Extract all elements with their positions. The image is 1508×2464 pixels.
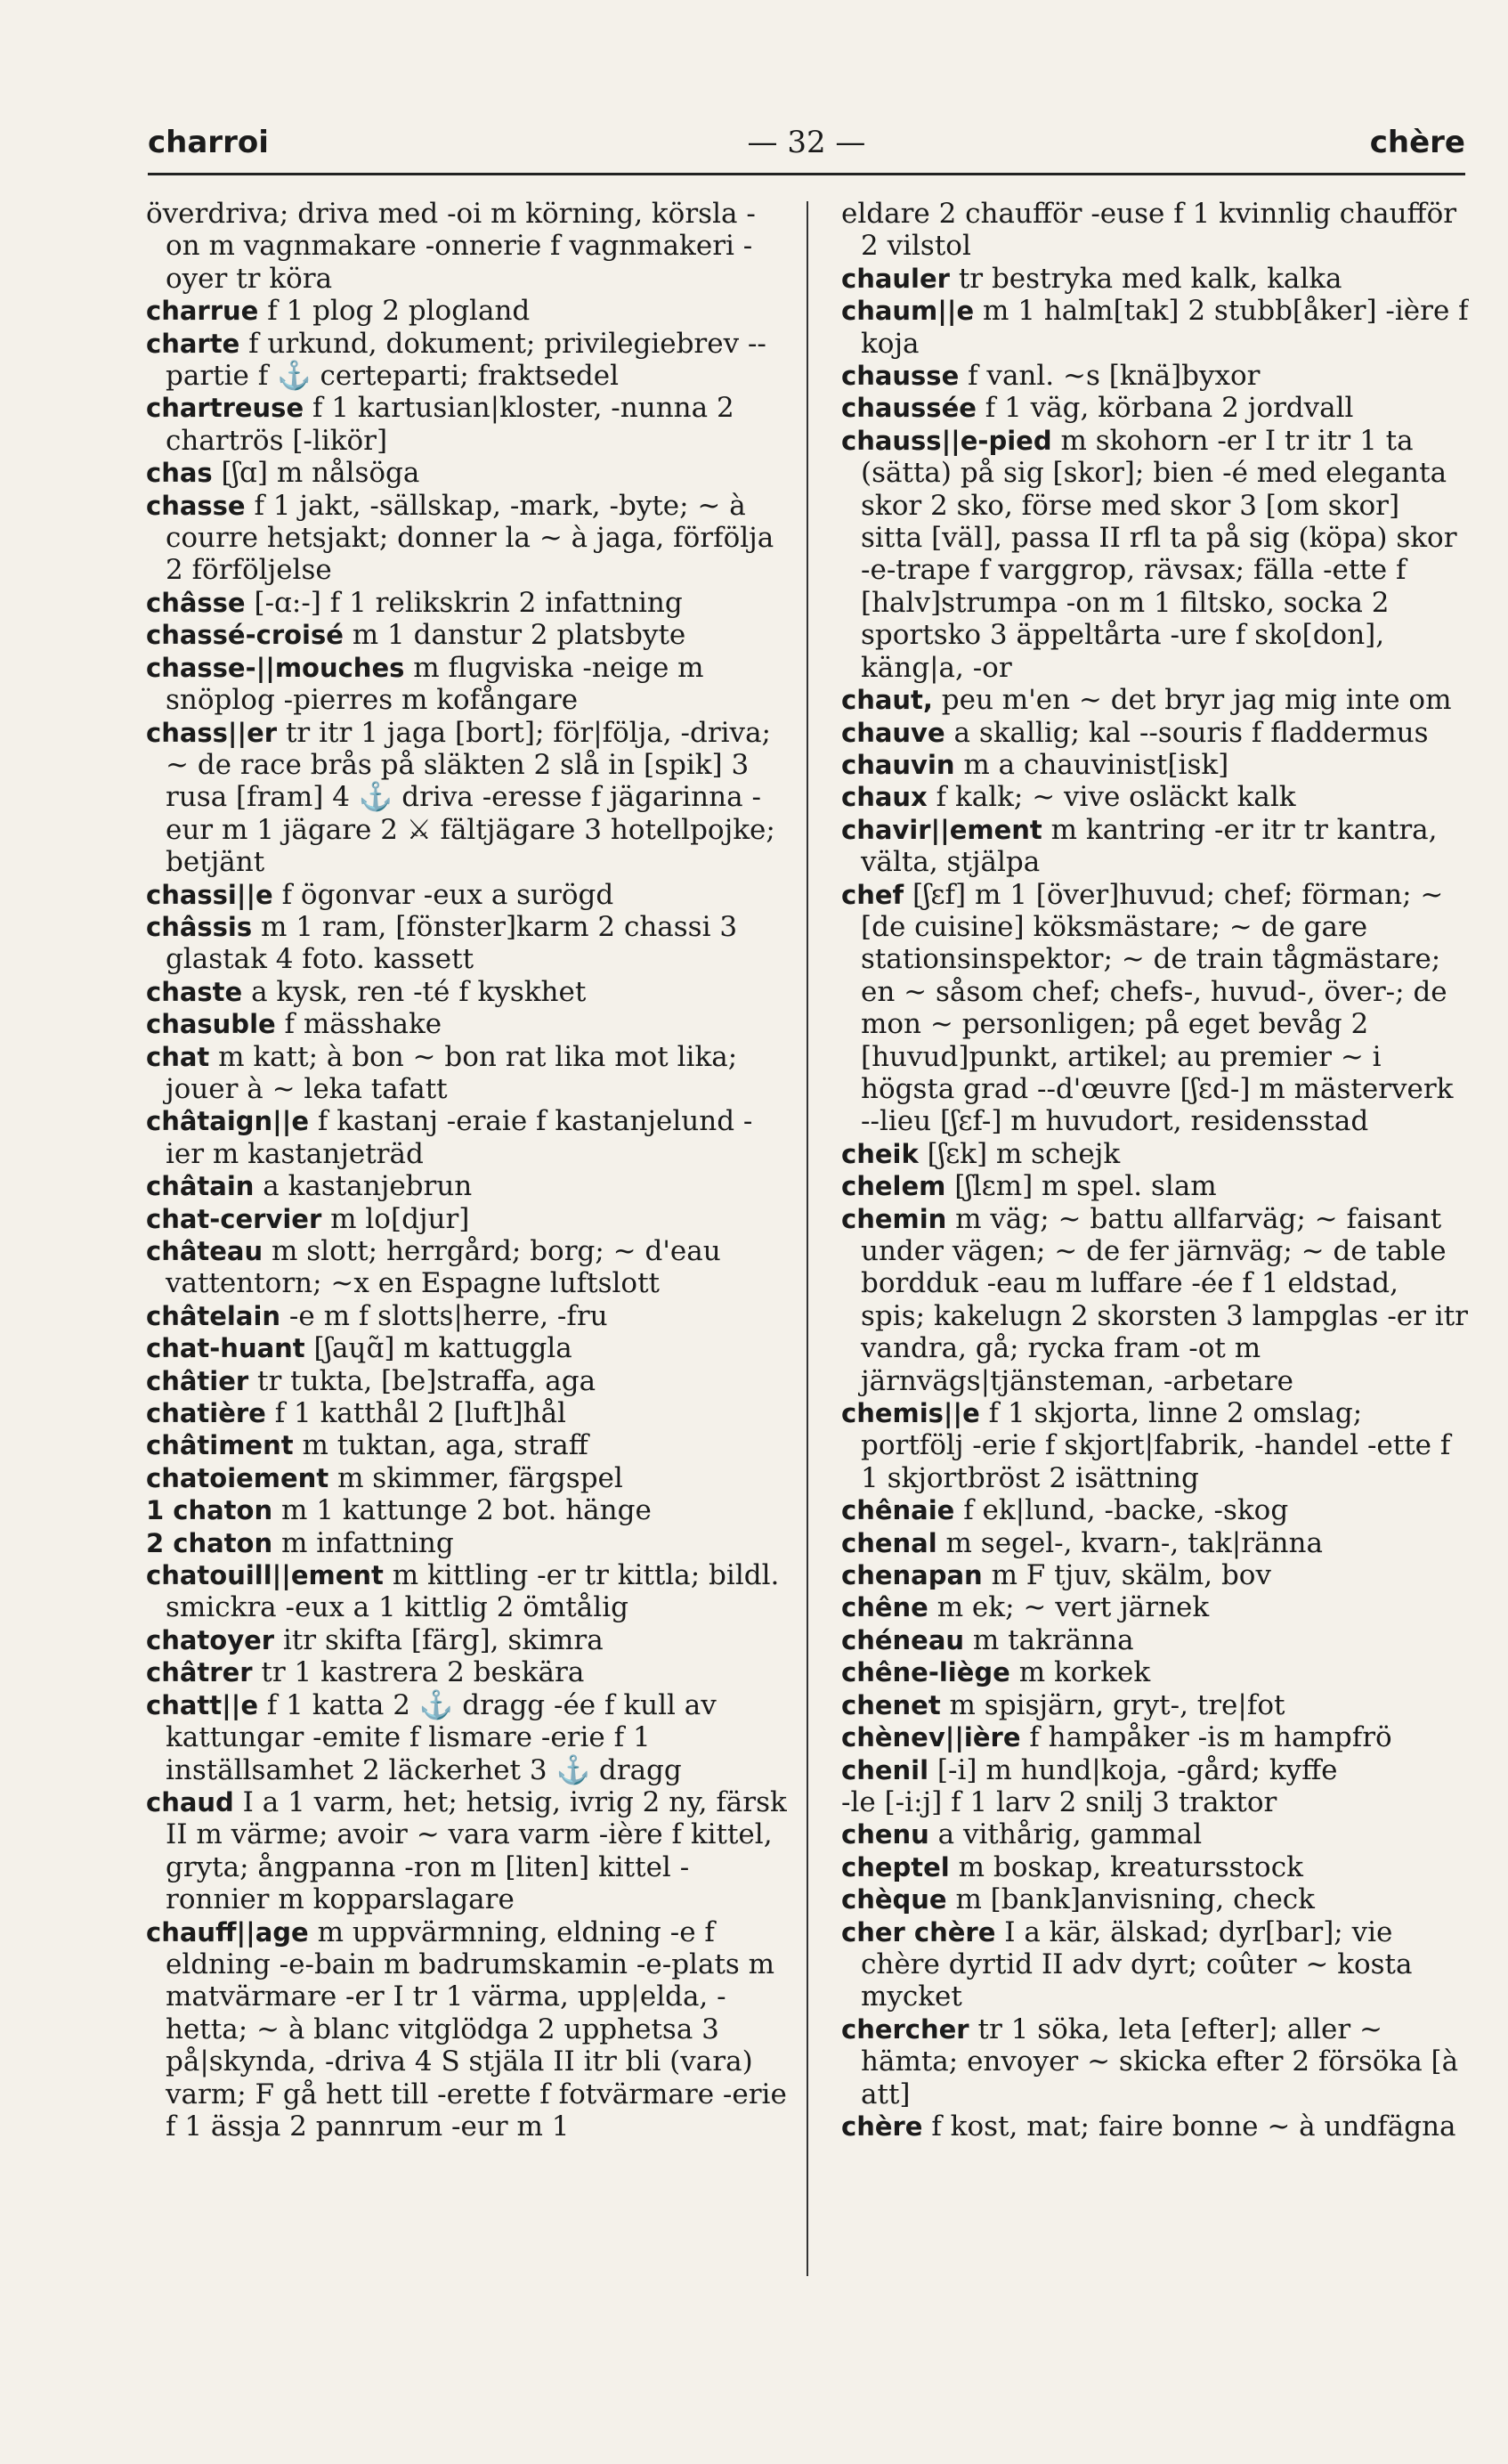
headword: chass||er	[146, 717, 278, 748]
definition: f 1 katthål 2 [luft]hål	[274, 1397, 566, 1430]
dictionary-entry	[146, 1170, 787, 1202]
definition: a skallig; kal --souris f fladdermus	[953, 716, 1429, 749]
definition: m slott; herrgård; borg; ~ d'eau vattentorn; ~x en Espagne luftslott	[166, 1235, 721, 1300]
definition: m uppvärmning, eldning -e f eldning -e-bain m badrumskamin -e-plats m matvärmare -er I tr 1 värma, upp|elda, -hetta; ~ à blanc vitglödga 2 upphetsa 3 på|skynda, -driva 4 S stjäla II itr bli (vara) varm; F gå hett till -erette f fotvärmare -erie f 1 ässja 2 pannrum -eur m 1	[166, 1915, 787, 2143]
page-header	[148, 125, 1465, 166]
headword: châsse	[146, 587, 246, 618]
dictionary-entry	[841, 1721, 1469, 1753]
headword: châtiment	[146, 1430, 294, 1461]
headword: chatière	[146, 1398, 266, 1429]
definition: f 1 plog 2 plogland	[267, 295, 531, 328]
headword: chauler	[841, 263, 950, 294]
headword: chatt||e	[146, 1689, 258, 1720]
first-headword: charroi	[148, 125, 269, 160]
dictionary-entry	[146, 1624, 787, 1656]
headword: châtrer	[146, 1657, 253, 1688]
dictionary-entry	[146, 652, 787, 717]
headword: chenet	[841, 1689, 941, 1720]
dictionary-entry	[146, 976, 787, 1008]
headword: chaum||e	[841, 296, 975, 327]
headword: charrue	[146, 296, 259, 327]
definition: f hampåker -is m hampfrö	[1029, 1721, 1392, 1754]
headword: chasse-||mouches	[146, 652, 405, 683]
headword: chaux	[841, 782, 928, 813]
headword: chaste	[146, 976, 243, 1007]
headword: châtaign||e	[146, 1106, 310, 1137]
headword: chenil	[841, 1754, 929, 1785]
definition: m kittling -er tr kittla; bildl. smickra -eux a 1 kittlig 2 ömtålig	[166, 1559, 780, 1624]
definition: f 1 kartusian|kloster, -nunna 2 chartrös [-likör]	[166, 392, 734, 457]
headword: chenapan	[841, 1560, 983, 1591]
headword: chèque	[841, 1884, 947, 1915]
definition: tr 1 söka, leta [efter]; aller ~ hämta; envoyer ~ skicka efter 2 försöka [à att]	[861, 2013, 1459, 2110]
dictionary-entry	[146, 490, 787, 587]
dictionary-entry	[841, 198, 1469, 263]
dictionary-entry	[146, 587, 787, 619]
definition: m tuktan, aga, straff	[302, 1429, 588, 1462]
dictionary-entry	[841, 1786, 1469, 1818]
dictionary-entry	[841, 1883, 1469, 1915]
definition: f vanl. ~s [knä]byxor	[968, 360, 1261, 393]
definition: f kost, mat; faire bonne ~ à undfägna	[931, 2110, 1456, 2143]
header-rule	[148, 173, 1465, 175]
dictionary-entry	[146, 1527, 787, 1559]
dictionary-entry	[146, 295, 787, 327]
headword: chaut,	[841, 685, 933, 716]
definition: a vithårig, gammal	[937, 1818, 1203, 1851]
headword: chère	[841, 2110, 923, 2142]
definition: a kysk, ren -té f kyskhet	[251, 975, 587, 1008]
headword: chef	[841, 879, 904, 910]
dictionary-entry	[146, 1916, 787, 2143]
dictionary-entry	[146, 1656, 787, 1688]
definition: m väg; ~ battu allfarväg; ~ faisant under vägen; ~ de fer järnväg; ~ de table bordduk -eau m luffare -ée f 1 eldstad, spis; kakelugn 2 skorsten 3 lampglas -er itr vandra, gå; rycka fram -ot m järnvägs|tjänsteman, -arbetare	[861, 1202, 1468, 1397]
dictionary-entry	[146, 1235, 787, 1300]
dictionary-entry	[841, 1559, 1469, 1591]
dictionary-entry	[146, 328, 787, 393]
dictionary-entry	[146, 1397, 787, 1429]
definition: eldare 2 chaufför -euse f 1 kvinnlig chaufför 2 vilstol	[841, 198, 1457, 263]
dictionary-entry	[146, 1429, 787, 1461]
headword: chercher	[841, 2013, 969, 2045]
definition: tr bestryka med kalk, kalka	[958, 262, 1342, 295]
headword: châtelain	[146, 1300, 281, 1331]
dictionary-entry	[841, 1527, 1469, 1559]
headword: châtier	[146, 1365, 249, 1396]
headword: chavir||ement	[841, 814, 1042, 845]
headword: chenu	[841, 1819, 929, 1850]
headword: chausse	[841, 361, 960, 392]
definition: m 1 halm[tak] 2 stubb[åker] -ière f koja	[861, 295, 1469, 360]
dictionary-entry	[841, 360, 1469, 392]
dictionary-entry	[146, 198, 787, 295]
headword: chauvin	[841, 749, 955, 780]
dictionary-entry	[841, 1689, 1469, 1721]
headword: chassé-croisé	[146, 620, 344, 651]
definition: överdriva; driva med -oi m körning, körsla -on m vagnmakare -onnerie f vagnmakeri -oyer tr köra	[146, 198, 756, 295]
dictionary-entry	[841, 1170, 1469, 1202]
definition: m spisjärn, gryt-, tre|fot	[949, 1688, 1285, 1721]
dictionary-entry	[841, 1916, 1469, 2013]
dictionary-entry	[146, 1559, 787, 1624]
definition: m flugviska -neige m snöplog -pierres m kofångare	[166, 651, 704, 717]
definition: f ögonvar -eux a surögd	[281, 878, 614, 911]
headword: chauve	[841, 717, 945, 748]
headword: chaud	[146, 1786, 234, 1818]
dictionary-entry	[146, 1203, 787, 1235]
definition: m F tjuv, skälm, bov	[991, 1559, 1271, 1592]
definition: [ʃaɥɑ̃] m kattuggla	[313, 1332, 572, 1365]
dictionary-entry	[841, 1754, 1469, 1786]
headword: 1 chaton	[146, 1495, 273, 1526]
definition: m katt; à bon ~ bon rat lika mot lika; jouer à ~ leka tafatt	[166, 1040, 738, 1105]
definition: m 1 ram, [fönster]karm 2 chassi 3 glastak 4 foto. kassett	[166, 910, 738, 976]
definition: m infattning	[280, 1526, 454, 1559]
dictionary-entry	[841, 781, 1469, 813]
definition: m 1 kattunge 2 bot. hänge	[280, 1494, 652, 1527]
definition: f kastanj -eraie f kastanjelund -ier m kastanjeträd	[166, 1105, 753, 1170]
definition: m lo[djur]	[330, 1202, 470, 1235]
dictionary-entry	[841, 1138, 1469, 1170]
definition: f mässhake	[284, 1008, 442, 1041]
definition: tr itr 1 jaga [bort]; för|följa, -driva; ~ de race brås på släkten 2 slå in [spik] 3 rusa [fram] 4 ⚓ driva -eresse f jägarinna -eur m 1 jägare 2 ⚔ fältjägare 3 hotellpojke; betjänt	[166, 716, 775, 879]
dictionary-entry	[841, 1818, 1469, 1850]
dictionary-entry	[841, 749, 1469, 781]
definition: [ʃlɛm] m spel. slam	[954, 1170, 1217, 1203]
dictionary-entry	[146, 1786, 787, 1916]
dictionary-entry	[146, 1041, 787, 1106]
right-column	[841, 198, 1469, 2143]
headword: chasuble	[146, 1009, 276, 1040]
dictionary-entry	[841, 1851, 1469, 1883]
column-divider	[807, 201, 808, 2276]
headword: châtain	[146, 1171, 255, 1202]
headword: chatoyer	[146, 1624, 275, 1655]
headword: charte	[146, 328, 240, 359]
definition: tr 1 kastrera 2 beskära	[261, 1656, 585, 1689]
dictionary-entry	[146, 1462, 787, 1494]
dictionary-entry	[841, 1397, 1469, 1494]
dictionary-entry	[146, 911, 787, 976]
definition: [ʃɛf] m 1 [över]huvud; chef; förman; ~ [de cuisine] köksmästare; ~ de gare stationsinspektor; ~ de train tågmästare; en ~ såsom chef; chefs-, huvud-, över-; de mon ~ personligen; på eget bevåg 2 [huvud]punkt, artikel; au premier ~ i högsta grad --d'œuvre [ʃɛd-] m mästerverk --lieu [ʃɛf-] m huvudort, residensstad	[861, 878, 1454, 1138]
page-number: — 32 —	[747, 125, 866, 160]
headword: chartreuse	[146, 393, 304, 424]
definition: a kastanjebrun	[263, 1170, 473, 1203]
headword: chêne-liège	[841, 1657, 1010, 1688]
definition: [ʃɛk] m schejk	[927, 1137, 1121, 1170]
dictionary-entry	[146, 1365, 787, 1397]
headword: chat	[146, 1041, 210, 1072]
last-headword: chère	[1369, 125, 1465, 160]
dictionary-entry	[146, 717, 787, 879]
dictionary-entry	[146, 879, 787, 911]
dictionary-entry	[146, 619, 787, 651]
dictionary-entry	[146, 1008, 787, 1040]
dictionary-entry	[841, 263, 1469, 295]
definition: m boskap, kreatursstock	[958, 1850, 1303, 1883]
headword: chaussée	[841, 393, 977, 424]
dictionary-entry	[841, 879, 1469, 1138]
dictionary-entry	[146, 1105, 787, 1170]
definition: m takränna	[972, 1623, 1134, 1656]
definition: -e m f slotts|herre, -fru	[288, 1299, 608, 1332]
dictionary-entry	[841, 1203, 1469, 1397]
headword: chênaie	[841, 1495, 955, 1526]
headword: chat-cervier	[146, 1203, 322, 1234]
dictionary-entry	[841, 717, 1469, 749]
headword: chéneau	[841, 1624, 965, 1655]
headword: chauss||e-pied	[841, 425, 1052, 456]
headword: cher chère	[841, 1916, 996, 1948]
headword: chatouill||ement	[146, 1560, 384, 1591]
definition: tr tukta, [be]straffa, aga	[257, 1364, 596, 1397]
left-column	[146, 198, 787, 2143]
definition: m skohorn -er I tr itr 1 ta (sätta) på sig [skor]; bien -é med eleganta skor 2 sko, förse med skor 3 [om skor] sitta [väl], passa II rfl ta på sig (köpa) skor -e-trape f varggrop, rävsax; fälla -ette f [halv]strumpa -on m 1 filtsko, socka 2 sportsko 3 äppeltårta -ure f sko[don], käng|a, -or	[861, 424, 1457, 684]
definition: [-i] m hund|koja, -gård; kyffe	[936, 1753, 1338, 1786]
definition: m a chauvinist[isk]	[963, 748, 1229, 781]
definition: [ʃɑ] m nålsöga	[221, 457, 420, 490]
definition: [-ɑ:-] f 1 relikskrin 2 infattning	[254, 586, 683, 619]
headword: cheptel	[841, 1851, 950, 1883]
dictionary-entry	[841, 425, 1469, 684]
definition: m ek; ~ vert järnek	[936, 1591, 1210, 1624]
headword: 2 chaton	[146, 1527, 273, 1558]
definition: f 1 jakt, -sällskap, -mark, -byte; ~ à courre hetsjakt; donner la ~ à jaga, förfölja 2 förföljelse	[166, 489, 774, 587]
dictionary-entry	[841, 1591, 1469, 1623]
definition: m korkek	[1018, 1656, 1151, 1689]
dictionary-entry	[146, 1332, 787, 1364]
definition: f 1 katta 2 ⚓ dragg -ée f kull av kattungar -emite f lismare -erie f 1 inställsamhet 2 läckerhet 3 ⚓ dragg	[166, 1688, 717, 1786]
definition: I a 1 varm, het; hetsig, ivrig 2 ny, färsk II m värme; avoir ~ vara varm -ière f kittel, gryta; ångpanna -ron m [liten] kittel -ronnier m kopparslagare	[166, 1785, 787, 1916]
headword: chas	[146, 458, 213, 489]
definition: f kalk; ~ vive osläckt kalk	[936, 781, 1296, 814]
dictionary-entry	[841, 392, 1469, 424]
dictionary-entry	[146, 1494, 787, 1526]
headword: chassi||e	[146, 879, 273, 910]
dictionary-entry	[841, 1624, 1469, 1656]
dictionary-entry	[146, 1300, 787, 1332]
definition: f ek|lund, -backe, -skog	[963, 1494, 1289, 1527]
dictionary-entry	[841, 1656, 1469, 1688]
headword: chat-huant	[146, 1333, 305, 1364]
dictionary-entry	[146, 457, 787, 489]
dictionary-entry	[146, 392, 787, 457]
headword: chènev||ière	[841, 1722, 1021, 1753]
definition: -le [-i:j] f 1 larv 2 snilj 3 traktor	[841, 1785, 1277, 1818]
definition: f urkund, dokument; privilegiebrev --partie f ⚓ certeparti; fraktsedel	[166, 327, 766, 393]
headword: chenal	[841, 1527, 937, 1558]
dictionary-entry	[841, 295, 1469, 360]
dictionary-entry	[841, 2013, 1469, 2110]
headword: chauff||age	[146, 1916, 309, 1948]
definition: f 1 skjorta, linne 2 omslag; portfölj -erie f skjort|fabrik, -handel -ette f 1 skjortbröst 2 isättning	[861, 1397, 1451, 1494]
headword: chatoiement	[146, 1462, 329, 1493]
headword: châssis	[146, 911, 253, 942]
definition: m 1 danstur 2 platsbyte	[352, 619, 686, 652]
headword: chêne	[841, 1592, 928, 1623]
definition: f 1 väg, körbana 2 jordvall	[985, 392, 1354, 425]
headword: château	[146, 1236, 263, 1266]
headword: chemis||e	[841, 1398, 980, 1429]
dictionary-entry	[841, 1494, 1469, 1526]
definition: m segel-, kvarn-, tak|ränna	[945, 1526, 1323, 1559]
dictionary-entry	[146, 1689, 787, 1786]
headword: chasse	[146, 490, 246, 521]
headword: cheik	[841, 1138, 919, 1169]
definition: itr skifta [färg], skimra	[282, 1623, 604, 1656]
dictionary-entry	[841, 2110, 1469, 2143]
headword: chelem	[841, 1171, 946, 1202]
dictionary-entry	[841, 814, 1469, 879]
definition: m [bank]anvisning, check	[955, 1883, 1315, 1916]
definition: m kantring -er itr tr kantra, välta, stjälpa	[861, 813, 1438, 879]
definition: peu m'en ~ det bryr jag mig inte om	[941, 684, 1452, 717]
headword: chemin	[841, 1203, 947, 1234]
definition: m skimmer, färgspel	[337, 1461, 623, 1494]
definition: I a kär, älskad; dyr[bar]; vie chère dyrtid II adv dyrt; coûter ~ kosta mycket	[861, 1915, 1413, 2013]
dictionary-entry	[841, 684, 1469, 716]
